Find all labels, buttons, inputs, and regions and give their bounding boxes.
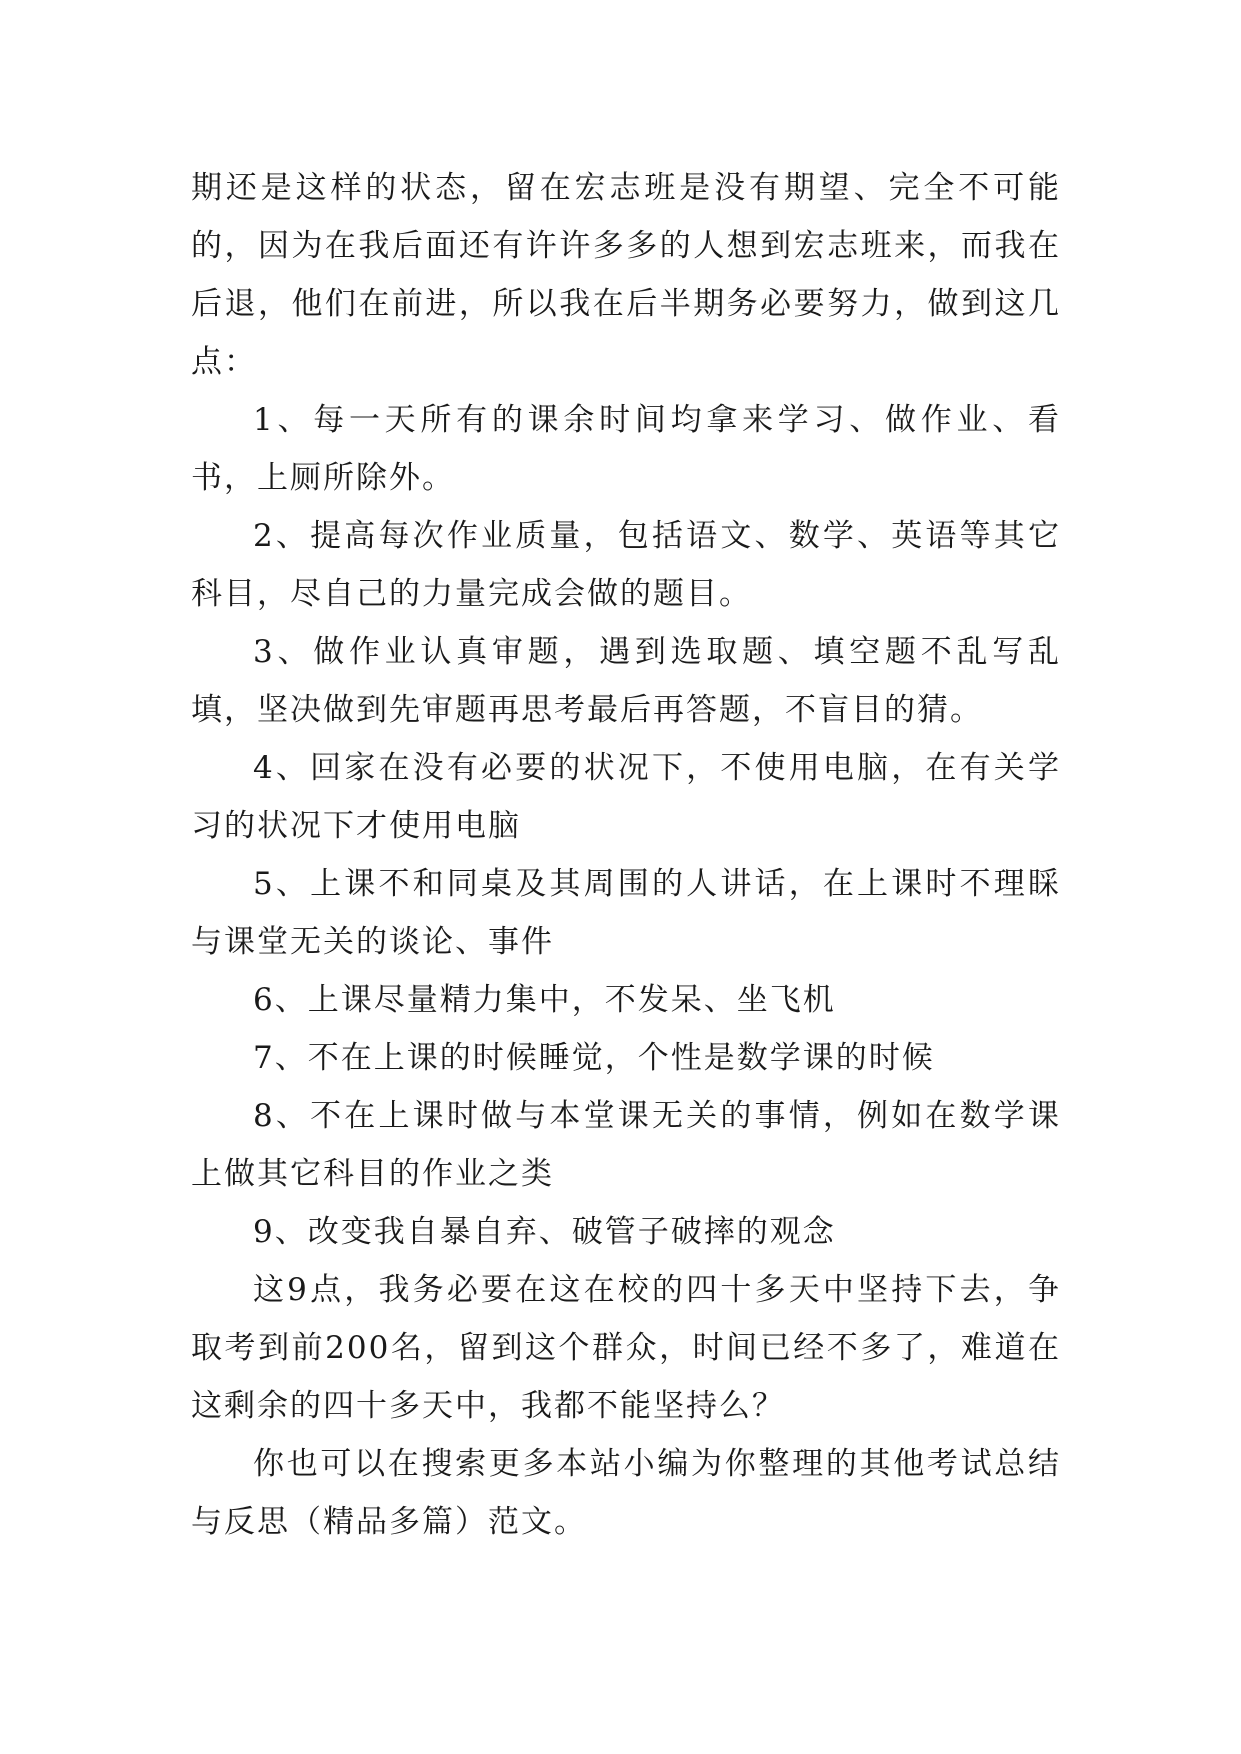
paragraph-item-9: 9、改变我自暴自弃、破管子破摔的观念 [253,1214,836,1250]
paragraph-item-2: 2、提高每次作业质量，包括语文、数学、英语等其它科目，尽自己的力量完成会做的题目。 [191,518,1061,612]
paragraph-item-8: 8、不在上课时做与本堂课无关的事情，例如在数学课上做其它科目的作业之类 [191,1098,1061,1192]
document-body [191,159,1061,1551]
paragraph-item-5: 5、上课不和同桌及其周围的人讲话，在上课时不理睬与课堂无关的谈论、事件 [191,866,1061,960]
paragraph-summary: 这9点，我务必要在这在校的四十多天中坚持下去，争取考到前200名，留到这个群众，时间已经不多了，难道在这剩余的四十多天中，我都不能坚持么？ [191,1272,1061,1424]
paragraph-item-6: 6、上课尽量精力集中，不发呆、坐飞机 [253,982,836,1018]
paragraph-item-4: 4、回家在没有必要的状况下，不使用电脑，在有关学习的状况下才使用电脑 [191,750,1061,844]
paragraph-closing-note: 你也可以在搜索更多本站小编为你整理的其他考试总结与反思（精品多篇）范文。 [191,1446,1061,1540]
paragraph-item-3: 3、做作业认真审题，遇到选取题、填空题不乱写乱填，坚决做到先审题再思考最后再答题，不盲目的猜。 [191,634,1061,728]
paragraph-item-7: 7、不在上课的时候睡觉，个性是数学课的时候 [253,1040,935,1076]
paragraph-continuation: 期还是这样的状态，留在宏志班是没有期望、完全不可能的，因为在我后面还有许许多多的人想到宏志班来，而我在后退，他们在前进，所以我在后半期务必要努力，做到这几点： [191,170,1061,380]
paragraph-item-1: 1、每一天所有的课余时间均拿来学习、做作业、看书，上厕所除外。 [191,402,1061,496]
